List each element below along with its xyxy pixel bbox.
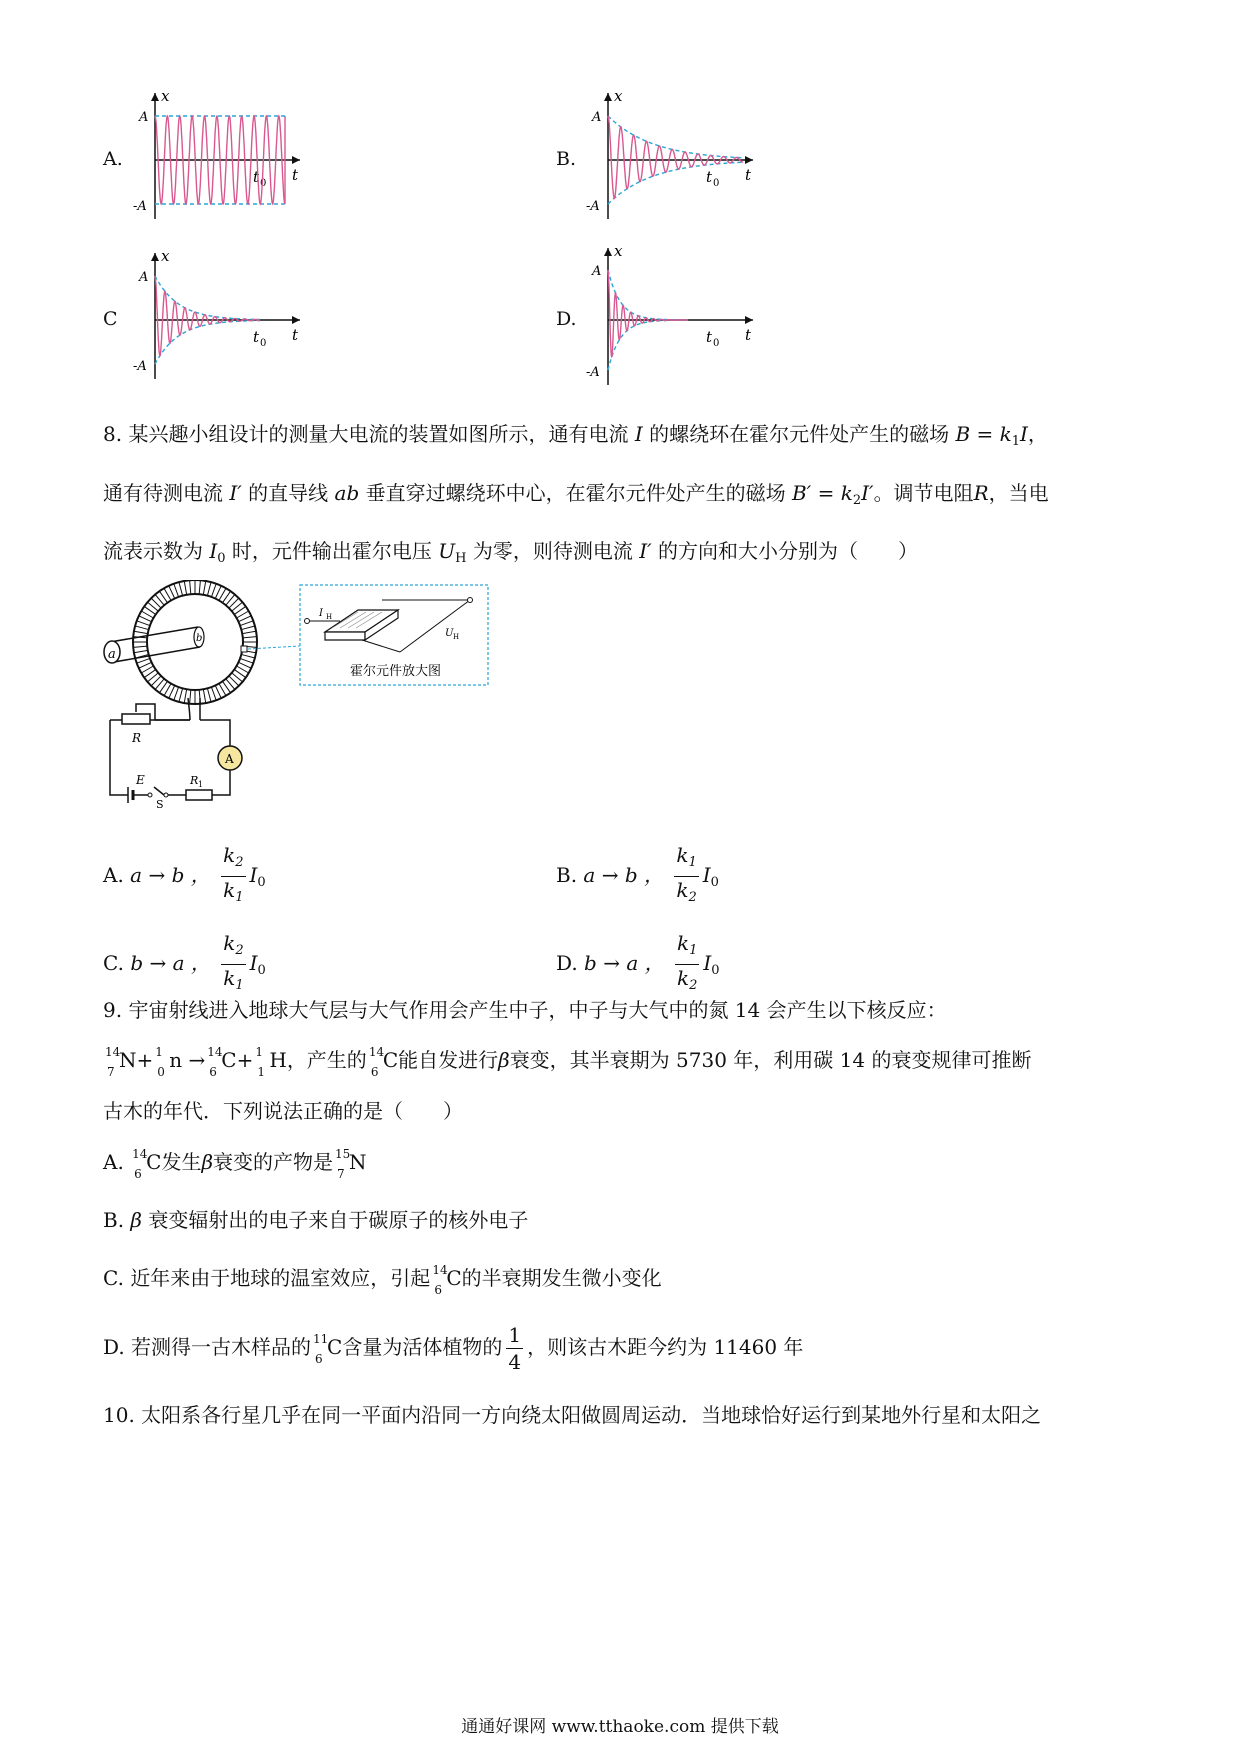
q8-figure (100, 580, 500, 810)
graph-b-oscillation-curve (608, 116, 743, 198)
svg-text:0: 0 (260, 178, 267, 189)
graph-a-t0-label: t (253, 168, 260, 186)
q9-line-2: 14 7 N+ 1 0 n → 14 6 C+ 1 1 H，产生的 14 6 C能自发进行β衰变，其半衰期为 5730 年，利用碳 14 的衰变规律可推断 (105, 1045, 1032, 1079)
svg-text:0: 0 (713, 338, 720, 349)
straight-wire (104, 627, 204, 663)
graph-d-neg-a-label: -A (586, 365, 600, 380)
graph-a-a-label: A (139, 110, 149, 125)
svg-text:U: U (445, 628, 454, 639)
resistor-label-r: R (132, 731, 142, 745)
q9-option-d: D. 若测得一古木样品的 11 6 C含量为活体植物的 $\frac{1}{4}$ ，则该古木距今约为 11460 年 (103, 1323, 804, 1374)
graph-b-upper-envelope (608, 116, 743, 158)
hall-element-inset (300, 585, 488, 685)
graph-b-a-label: A (592, 110, 602, 125)
graph-d-oscillation-curve (608, 270, 688, 357)
q9-option-b: B. β 衰变辐射出的电子来自于碳原子的核外电子 (103, 1208, 529, 1232)
graph-b-t0-label: t (706, 168, 713, 186)
circuit (110, 698, 242, 803)
graph-b-x-label: x (614, 87, 623, 105)
q8-line-1: 8. 某兴趣小组设计的测量大电流的装置如图所示，通有电流 I 的螺绕环在霍尔元件处产生的磁场 $B = k_1I$， (103, 422, 1048, 449)
graph-c-t-label: t (292, 326, 299, 344)
graph-a-t-label: t (292, 166, 299, 184)
graph-c-a-label: A (139, 270, 149, 285)
wire-label-a: a (108, 647, 116, 662)
graph-d-t0-label: t (706, 328, 713, 346)
q7-graph-a (125, 85, 325, 225)
graph-a-neg-a-label: -A (133, 199, 147, 214)
q7-graph-c (125, 245, 325, 385)
graph-d-lower-envelope (608, 320, 688, 370)
q8-line-2: 通有待测电流 I′ 的直导线 ab 垂直穿过螺绕环中心，在霍尔元件处产生的磁场 $B' = k_2I'$。调节电阻R，当电 (103, 481, 1049, 508)
q7-option-b-label: B. (556, 148, 577, 170)
page-footer: 通通好课网 www.tthaoke.com 提供下载 (461, 1717, 779, 1737)
q9-option-a: A. 14 6 C发生β衰变的产物是 15 7 N (103, 1147, 367, 1181)
q8-option-a: A. a → b ， $\frac{k_2}{k_1}$ $I_0$ (103, 843, 266, 905)
ammeter-label: A (225, 752, 234, 766)
svg-text:H: H (453, 633, 460, 641)
graph-c-upper-envelope (155, 276, 260, 320)
graph-b-t-label: t (745, 166, 752, 184)
q9-line-3: 古木的年代．下列说法正确的是（ ） (103, 1099, 463, 1123)
graph-d-x-label: x (614, 242, 623, 260)
svg-text:1: 1 (198, 780, 204, 789)
graph-c-x-label: x (161, 247, 170, 265)
graph-b-neg-a-label: -A (586, 199, 600, 214)
q10-line-1: 10. 太阳系各行星几乎在同一平面内沿同一方向绕太阳做圆周运动．当地球恰好运行到某地外行星和太阳之 (103, 1403, 1042, 1427)
q8-option-d: D. b → a ， $\frac{k_1}{k_2}$ $I_0$ (556, 931, 720, 993)
graph-c-t0-label: t (253, 328, 260, 346)
wire-label-b: b (196, 633, 203, 644)
switch-label: S (156, 798, 164, 810)
resistor-label-r1: R (190, 774, 199, 787)
battery-label: E (136, 773, 145, 787)
q9-option-c: C. 近年来由于地球的温室效应，引起 14 6 C的半衰期发生微小变化 (103, 1263, 662, 1297)
q8-line-3: 流表示数为 $I_0$ 时，元件输出霍尔电压 $U_H$ 为零，则待测电流 I′ 的方向和大小分别为（ ） (103, 539, 918, 566)
q7-option-d-label: D. (556, 308, 577, 330)
q7-graph-d (578, 240, 778, 390)
q7-option-c-label: C (103, 308, 118, 330)
graph-d-a-label: A (592, 264, 602, 279)
svg-text:H: H (326, 613, 333, 621)
graph-d-upper-envelope (608, 270, 688, 320)
graph-c-oscillation-curve (155, 276, 260, 356)
inset-caption: 霍尔元件放大图 (350, 664, 442, 679)
q7-graph-b (578, 85, 778, 225)
svg-text:0: 0 (713, 178, 720, 189)
q8-option-b: B. a → b ， $\frac{k_1}{k_2}$ $I_0$ (556, 843, 719, 905)
q9-line-1: 9. 宇宙射线进入地球大气层与大气作用会产生中子，中子与大气中的氮 14 会产生以下核反应： (103, 998, 947, 1022)
graph-d-t-label: t (745, 326, 752, 344)
q8-option-c: C. b → a ， $\frac{k_2}{k_1}$ $I_0$ (103, 931, 266, 993)
graph-c-neg-a-label: -A (133, 359, 147, 374)
graph-a-x-label: x (161, 87, 170, 105)
svg-text:0: 0 (260, 338, 267, 349)
q7-option-a-label: A. (103, 148, 123, 170)
svg-text:I: I (319, 608, 323, 619)
